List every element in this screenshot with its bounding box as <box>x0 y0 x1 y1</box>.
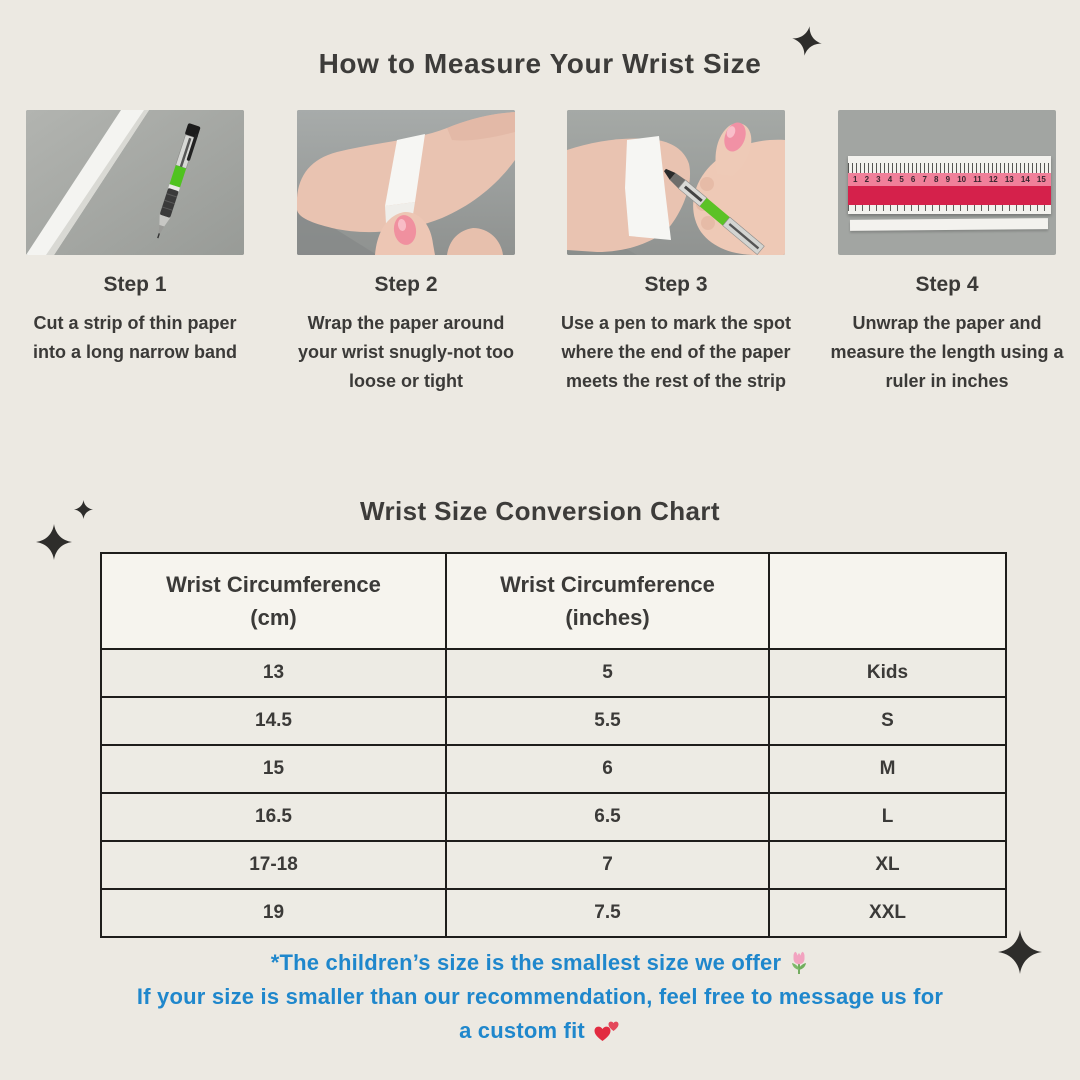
cell-cm: 14.5 <box>101 697 446 745</box>
cell-size: M <box>769 745 1006 793</box>
footer-note-1-text: *The children’s size is the smallest size we offer <box>270 950 782 975</box>
cell-inches: 7 <box>446 841 769 889</box>
cell-inches: 5 <box>446 649 769 697</box>
ruler-red-band <box>848 186 1051 205</box>
ruler-bottom-ticks <box>848 205 1051 214</box>
header-cm <box>101 553 446 649</box>
header-cm-line2: (cm) <box>250 605 297 630</box>
footer-note-3-text: a custom fit <box>459 1018 585 1043</box>
step-3-photo <box>567 110 785 255</box>
cell-inches: 5.5 <box>446 697 769 745</box>
table-row <box>101 889 1006 937</box>
pen-marking-paper-illustration <box>567 110 785 255</box>
step-1-label: Step 1 <box>103 273 167 296</box>
ruler-top-ticks <box>848 156 1051 173</box>
footer-note-2-text: If your size is smaller than our recommendation, feel free to message us for <box>136 984 944 1009</box>
cell-size: XL <box>769 841 1006 889</box>
step-2-description: Wrap the paper around your wrist snugly-not too loose or tight <box>298 313 514 391</box>
step-2-label: Step 2 <box>374 273 438 296</box>
two-hearts-icon <box>593 1019 621 1043</box>
sparkle-icon <box>790 24 825 59</box>
cell-inches: 6 <box>446 745 769 793</box>
table-row <box>101 697 1006 745</box>
step-1-section <box>26 110 244 367</box>
cell-cm: 15 <box>101 745 446 793</box>
header-cm-line1: Wrist Circumference <box>166 572 381 597</box>
header-inches-line1: Wrist Circumference <box>500 572 715 597</box>
footer-note-3 <box>0 1018 1080 1044</box>
footer-note-1 <box>0 950 1080 976</box>
table-row <box>101 745 1006 793</box>
sparkle-icon <box>998 930 1042 974</box>
step-1-description: Cut a strip of thin paper into a long narrow band <box>33 313 237 362</box>
cell-size: Kids <box>769 649 1006 697</box>
step-4-photo <box>838 110 1056 255</box>
tulip-icon <box>789 951 809 975</box>
step-2-section <box>297 110 515 396</box>
header-inches-line2: (inches) <box>565 605 650 630</box>
cell-cm: 19 <box>101 889 446 937</box>
paper-strip-and-pen-illustration <box>26 110 244 255</box>
cell-cm: 17-18 <box>101 841 446 889</box>
step-1-photo <box>26 110 244 255</box>
chart-title: Wrist Size Conversion Chart <box>360 496 720 526</box>
sparkle-icon <box>36 524 72 560</box>
ruler-number-strip: 1 2 3 4 5 6 7 8 9 10 11 12 13 14 15 <box>848 173 1051 186</box>
table-row <box>101 649 1006 697</box>
ruler-illustration <box>848 156 1051 214</box>
header-size <box>769 553 1006 649</box>
wrist-wrapped-with-paper-illustration <box>297 110 515 255</box>
cell-size: L <box>769 793 1006 841</box>
cell-inches: 7.5 <box>446 889 769 937</box>
table-row <box>101 841 1006 889</box>
cell-cm: 13 <box>101 649 446 697</box>
step-3-description: Use a pen to mark the spot where the end of the paper meets the rest of the strip <box>560 313 792 391</box>
wrist-size-conversion-table <box>100 552 1007 938</box>
step-4-description: Unwrap the paper and measure the length using a ruler in inches <box>830 313 1064 391</box>
footer-note-2 <box>0 984 1080 1010</box>
header-inches <box>446 553 769 649</box>
step-4-label: Step 4 <box>915 273 979 296</box>
step-3-label: Step 3 <box>644 273 708 296</box>
page-title: How to Measure Your Wrist Size <box>318 48 762 79</box>
step-4-section <box>830 110 1064 396</box>
step-3-section <box>560 110 792 396</box>
step-2-photo <box>297 110 515 255</box>
table-row <box>101 793 1006 841</box>
cell-size: S <box>769 697 1006 745</box>
cell-cm: 16.5 <box>101 793 446 841</box>
cell-size: XXL <box>769 889 1006 937</box>
table-header-row <box>101 553 1006 649</box>
cell-inches: 6.5 <box>446 793 769 841</box>
paper-strip <box>850 218 1048 231</box>
